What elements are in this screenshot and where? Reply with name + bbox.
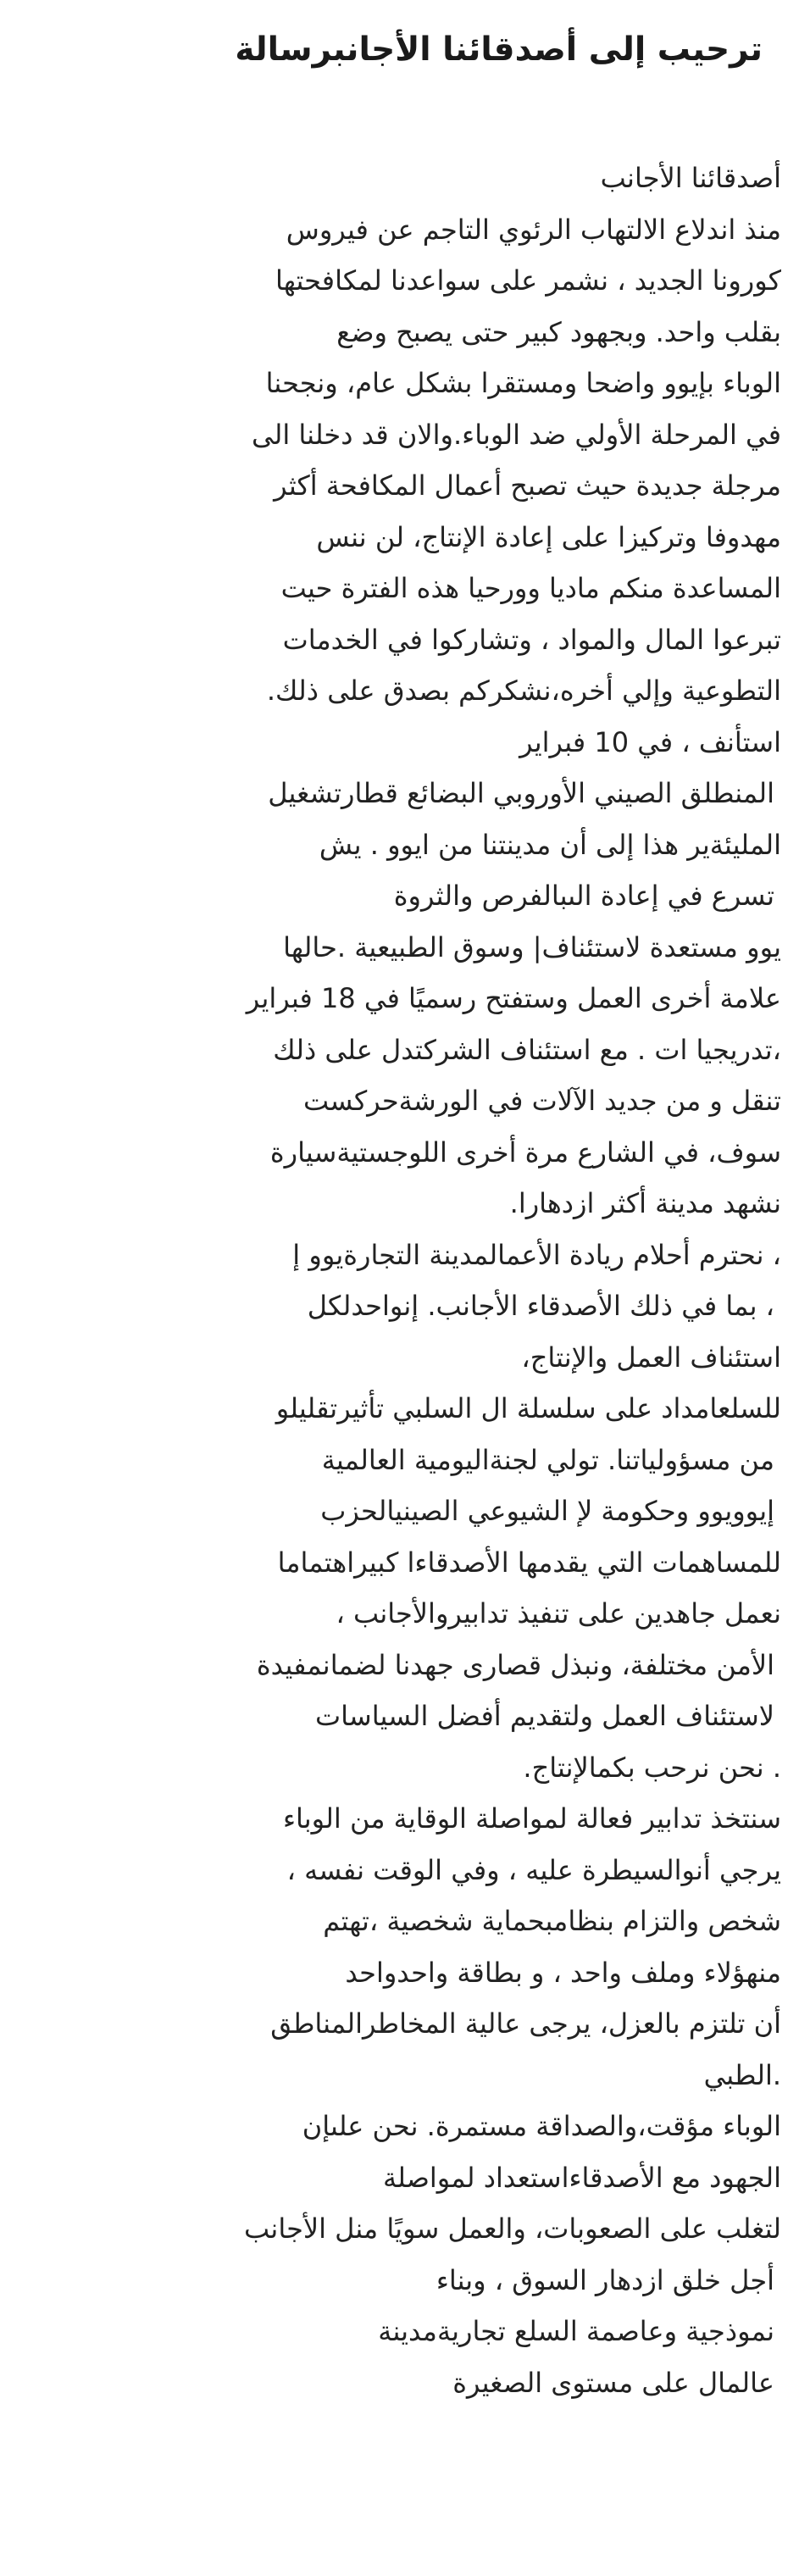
- body-line: استئناف العمل والإنتاج،: [521, 1341, 781, 1374]
- body-line: مرجلة جديدة حيث تصبح أعمال المكافحة أكثر: [274, 469, 781, 502]
- body-line: أن تلتزم بالعزل، يرجى عالية المخاطرالمناطق: [270, 2007, 781, 2040]
- body-line: سنتخذ تدابير فعالة لمواصلة الوقاية من الوباء: [282, 1802, 781, 1835]
- body-line: نشهد مدينة أكثر ازدهارا.: [509, 1187, 781, 1219]
- body-line: الجهود مع الأصدقاءاستعداد لمواصلة: [382, 2161, 781, 2194]
- body-line: في المرحلة الأولي ضد الوباء.والان قد دخلنا الى: [251, 418, 781, 451]
- body-line: منذ اندلاع الالتهاب الرئوي التاجم عن فيروس: [286, 213, 781, 246]
- body-line: تنقل و من جديد الآلات في الورشةحركست: [303, 1085, 781, 1117]
- letter-title: ترحيب إلى أصدقائنا الأجانبرسالة: [235, 31, 763, 69]
- salutation-line: أصدقائنا الأجانب: [600, 162, 781, 194]
- body-line: علامة أخرى العمل وستفتح رسميًا في 18 فبراير: [246, 982, 781, 1014]
- body-line: عالمال على مستوى الصغيرة: [452, 2366, 774, 2399]
- body-line: الوباء بإيوو واضحا ومستقرا بشكل عام، ونجحنا: [265, 367, 781, 399]
- body-line: .الطبي: [703, 2058, 781, 2091]
- body-line: من مسؤولياتنا. تولي لجنةاليومية العالمية: [321, 1443, 774, 1476]
- body-line: للمساهمات التي يقدمها الأصدقاءا كبيراهتماما: [277, 1546, 781, 1579]
- body-line: يرجي أنوالسيطرة عليه ، وفي الوقت نفسه ،: [286, 1853, 781, 1886]
- body-line: منهؤلاء وملف واحد ، و بطاقة واحدواحد: [345, 1956, 781, 1989]
- body-line: تسرع في إعادة الىبالفرص والثروة: [393, 880, 774, 912]
- body-line: لتغلب على الصعوبات، والعمل سويًا منل الأجانب: [243, 2212, 781, 2245]
- letter-body: [19, 153, 781, 2408]
- body-line: سوف، في الشارع مرة أخرى اللوجستيةسيارة: [269, 1135, 781, 1169]
- body-line: إيوويوو وحكومة لإ الشيوعي الصينيالحزب: [320, 1495, 774, 1527]
- body-line: نموذجية وعاصمة السلع تجاريةمدينة: [378, 2315, 774, 2347]
- body-line: ، نحترم أحلام ريادة الأعمالمدينة التجارةيوو إ: [292, 1238, 781, 1271]
- body-line: أجل خلق ازدهار السوق ، وبناء: [436, 2263, 774, 2296]
- body-line: ، بما في ذلك الأصدقاء الأجانب. إنواحدلكل: [307, 1290, 774, 1322]
- body-line: نعمل جاهدين على تنفيذ تدابيروالأجانب ،: [336, 1597, 781, 1629]
- body-line: مهدوفا وتركيزا على إعادة الإنتاج، لن ننس: [316, 520, 781, 553]
- body-line: بقلب واحد. وبجهود كبير حتى يصبح وضع: [336, 315, 781, 348]
- body-line: المساعدة منكم ماديا وورحيا هذه الفترة حيت: [280, 572, 781, 604]
- body-line: شخص والتزام بنظامبحماية شخصية ،تهتم: [323, 1905, 781, 1937]
- body-line: استأنف ، في 10 فبراير: [519, 725, 781, 758]
- body-line: الوباء مؤقت،والصداقة مستمرة. نحن علىإن: [302, 2110, 781, 2142]
- body-line: للسلعامداد على سلسلة ال السلبي تأثيرتقليلو: [275, 1392, 781, 1424]
- body-line: لاستئناف العمل ولتقديم أفضل السياسات: [315, 1700, 774, 1732]
- body-line: ،تدريجيا ات . مع استئناف الشركتدل على ذلك: [273, 1033, 781, 1066]
- body-line: المليئةير هذا إلى أن مدينتنا من ايوو . يش: [319, 828, 781, 861]
- body-line: تبرعوا المال والمواد ، وتشاركوا في الخدمات: [282, 623, 781, 656]
- body-line: . نحن نرحب بكمالإنتاج.: [523, 1751, 781, 1784]
- body-line: التطوعية وإلي أخره،نشكركم بصدق على ذلك.: [266, 675, 781, 707]
- body-line: الأمن مختلفة، ونبذل قصارى جهدنا لضمانمفيدة: [256, 1648, 774, 1681]
- body-line: المنطلق الصيني الأوروبي البضائع قطارتشغيل: [268, 777, 774, 809]
- body-line: يوو مستعدة لاستئناف| وسوق الطبيعية .حالها: [283, 930, 781, 963]
- body-line: كورونا الجديد ، نشمر على سواعدنا لمكافحتها: [275, 264, 781, 297]
